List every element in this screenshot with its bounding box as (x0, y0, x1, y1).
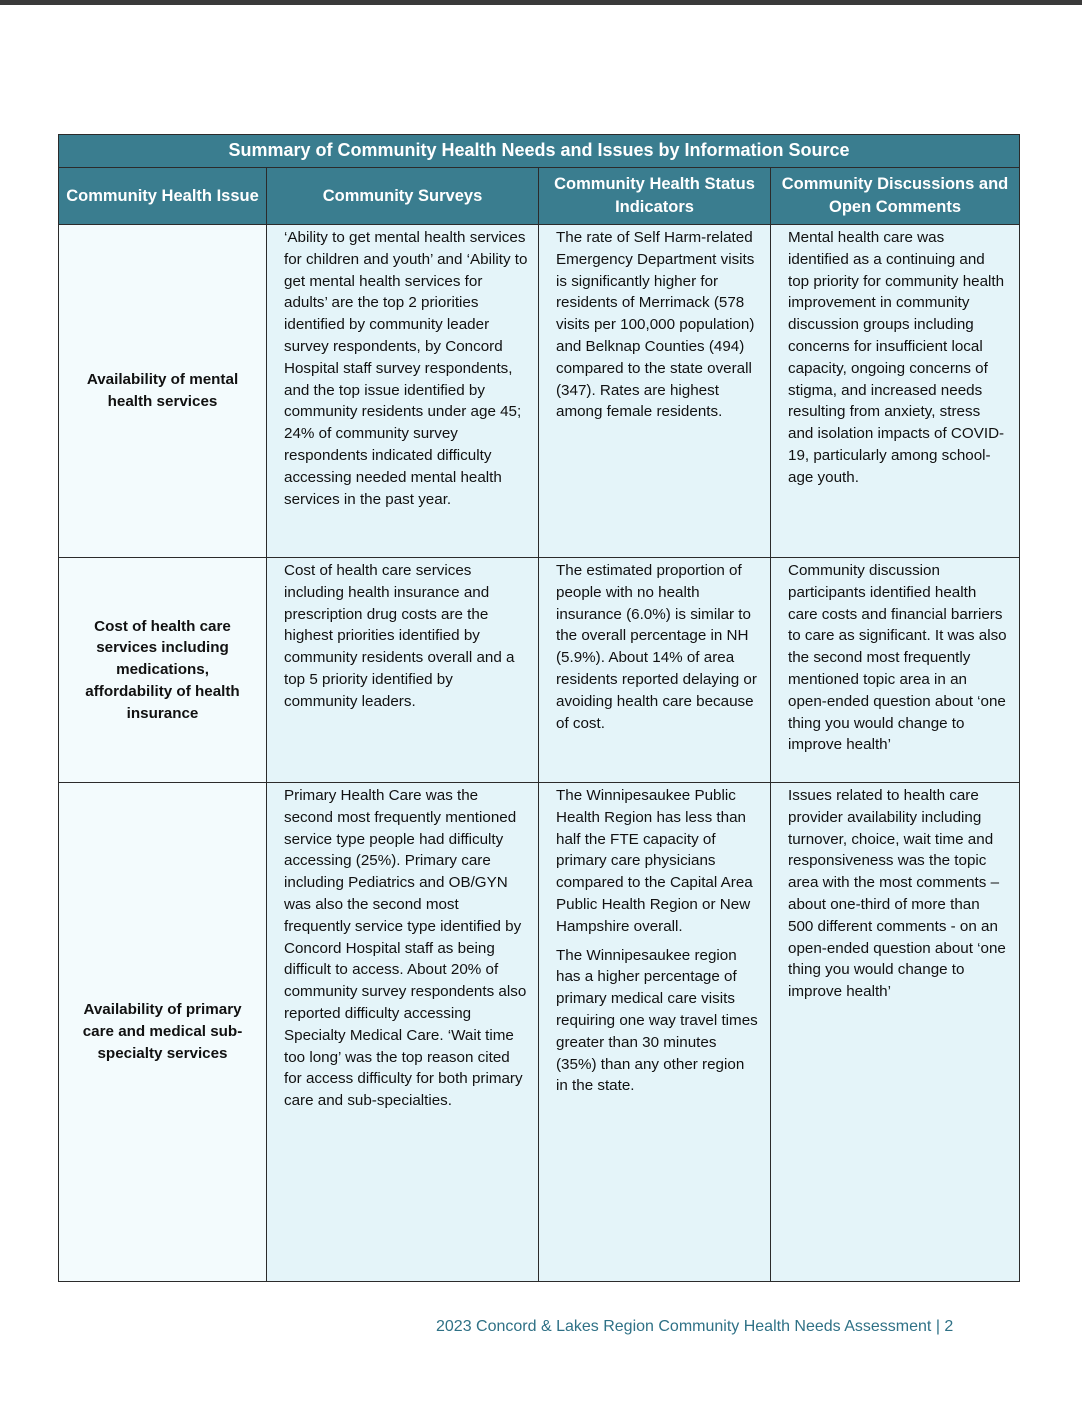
indicators-cell: The rate of Self Harm-related Emergency Department visits is significantly higher for residents of Merrimack (578 visits per 100,000 population) and Belknap Counties (494) compared to the state overall (347). Rates are highest among female residents. (539, 225, 771, 558)
indicators-paragraph: The Winnipesaukee region has a higher percentage of primary medical care visits requiring one way travel times greater than 30 minutes (35%) than any other region in the state. (556, 946, 758, 1095)
table-row (59, 783, 1020, 1282)
issue-cost-of-care: Cost of health care services including medications, affordability of health insurance (59, 558, 267, 783)
issue-mental-health: Availability of mental health services (59, 225, 267, 558)
header-discussions-open-comments: Community Discussions and Open Comments (771, 168, 1020, 225)
table-row (59, 558, 1020, 783)
surveys-cell: ‘Ability to get mental health services for children and youth’ and ‘Ability to get mental health services for adults’ are the top 2 priorities identified by community leader survey respondents, by Concord Hospital staff survey respondents, and the top issue identified by community residents under age 45; 24% of community survey respondents indicated difficulty accessing needed mental health services in the past year. (267, 225, 539, 558)
discussions-cell: Issues related to health care provider availability including turnover, choice, wait time and responsiveness was the topic area with the most comments – about one-third of more than 500 different comments - on an open-ended question about ‘one thing you would change to improve health’ (771, 783, 1020, 1282)
table-title: Summary of Community Health Needs and Issues by Information Source (59, 135, 1020, 168)
header-community-health-issue: Community Health Issue (59, 168, 267, 225)
header-health-status-indicators: Community Health Status Indicators (539, 168, 771, 225)
table-row (59, 225, 1020, 558)
indicators-cell (539, 783, 771, 1282)
header-community-surveys: Community Surveys (267, 168, 539, 225)
top-border-rule (0, 0, 1082, 5)
indicators-cell: The estimated proportion of people with no health insurance (6.0%) is similar to the overall percentage in NH (5.9%). About 14% of area residents reported delaying or avoiding health care because of cost. (539, 558, 771, 783)
discussions-cell: Mental health care was identified as a continuing and top priority for community health improvement in community discussion groups including concerns for insufficient local capacity, ongoing concerns of stigma, and increased needs resulting from anxiety, stress and isolation impacts of COVID-19, particularly among school-age youth. (771, 225, 1020, 558)
surveys-cell: Primary Health Care was the second most frequently mentioned service type people had difficulty accessing (25%). Primary care including Pediatrics and OB/GYN was also the second most frequently service type identified by Concord Hospital staff as being difficult to access. About 20% of community survey respondents also reported difficulty accessing Specialty Medical Care. ‘Wait time too long’ was the top reason cited for access difficulty for both primary care and sub-specialties. (267, 783, 539, 1282)
summary-table (58, 134, 1020, 1282)
indicators-paragraph: The Winnipesaukee Public Health Region has less than half the FTE capacity of primary care physicians compared to the Capital Area Public Health Region or New Hampshire overall. (556, 787, 753, 935)
issue-primary-care: Availability of primary care and medical sub-specialty services (59, 783, 267, 1282)
discussions-cell: Community discussion participants identified health care costs and financial barriers to care as significant. It was also the second most frequently mentioned topic area in an open-ended question about ‘one thing you would change to improve health’ (771, 558, 1020, 783)
surveys-cell: Cost of health care services including health insurance and prescription drug costs are the highest priorities identified by community residents overall and a top 5 priority identified by community leaders. (267, 558, 539, 783)
page-footer: 2023 Concord & Lakes Region Community Health Needs Assessment | 2 (436, 1318, 954, 1335)
